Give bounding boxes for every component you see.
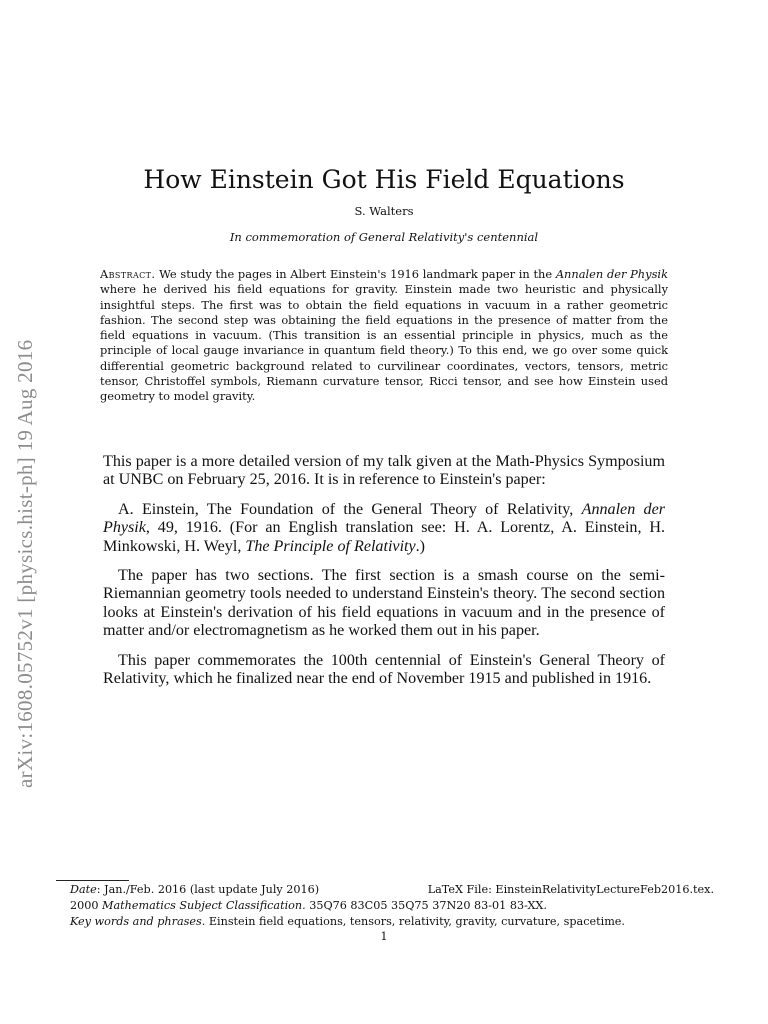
reference-journal: Annalen der Physik [103, 500, 666, 537]
date-label: Date [70, 883, 97, 896]
abstract-text: where he derived his field equations for gravity. Einstein made two heuristic and physically insightful steps. The first was to obtain the field equations in vacuum in a rather geometric fashion. The second step was obtaining the field equations in the presence of matter from the field equations in vacuum. (This transition is an essential principle in physics, much as the principle of local gauge invariance in quantum field theory.) To this end, we go over some quick differential geometric background related to curvilinear coordinates, vectors, tensors, metric tensor, Christoffel symbols, Riemann curvature tensor, Ricci tensor, and see how Einstein used geometry to model gravity. [100, 282, 668, 404]
reference-text: , 49, 1916. (For an English translation see: H. A. Lorentz, A. Einstein, H. Minkowski, H. Weyl, [103, 519, 665, 555]
reference-text: .) [415, 537, 426, 555]
footnote-msc [70, 898, 720, 914]
paragraph: This paper is a more detailed version of my talk given at the Math-Physics Symposium at UNBC on February 25, 2016. It is in reference to Einstein's paper: [103, 453, 665, 489]
author: S. Walters [354, 204, 414, 218]
footnote-rule [56, 880, 129, 881]
paper-title: How Einstein Got His Field Equations [143, 164, 625, 194]
reference-text: A. Einstein, The Foundation of the General Theory of Relativity, [118, 500, 582, 518]
date-value: : Jan./Feb. 2016 (last update July 2016) [96, 883, 320, 896]
page-number: 1 [380, 930, 388, 943]
abstract [100, 267, 668, 405]
msc-prefix: 2000 [70, 898, 103, 912]
dedication: In commemoration of General Relativity's centennial [229, 230, 539, 244]
msc-label: Mathematics Subject Classification. [102, 898, 306, 912]
latex-file: LaTeX File: EinsteinRelativityLectureFeb2016.tex. [427, 883, 714, 896]
keywords-label: Key words and phrases. [70, 914, 206, 928]
msc-value: 35Q76 83C05 35Q75 37N20 83-01 83-XX. [305, 898, 547, 912]
abstract-heading: Abstract. [100, 267, 156, 281]
footnote-date [70, 882, 319, 898]
keywords-value: Einstein field equations, tensors, relativity, gravity, curvature, spacetime. [205, 914, 625, 928]
arxiv-identifier: arXiv:1608.05752v1 [physics.hist-ph] 19 Aug 2016 [13, 339, 37, 788]
abstract-text: We study the pages in Albert Einstein's 1916 landmark paper in the [155, 267, 556, 281]
paragraph: This paper commemorates the 100th centennial of Einstein's General Theory of Relativity, which he finalized near the end of November 1915 and published in 1916. [103, 651, 665, 688]
reference-paragraph [103, 501, 665, 556]
body-text [103, 453, 665, 699]
footnotes [70, 882, 720, 929]
paragraph: The paper has two sections. The first section is a smash course on the semi-Riemannian geometry tools needed to understand Einstein's theory. The second section looks at Einstein's derivation of his field equations in vacuum and in the presence of matter and/or electromagnetism as he worked them out in his paper. [103, 567, 665, 640]
reference-book: The Principle of Relativity [245, 537, 416, 555]
abstract-journal: Annalen der Physik [555, 267, 668, 281]
footnote-keywords [70, 914, 720, 930]
footnote-date-line [70, 882, 720, 898]
